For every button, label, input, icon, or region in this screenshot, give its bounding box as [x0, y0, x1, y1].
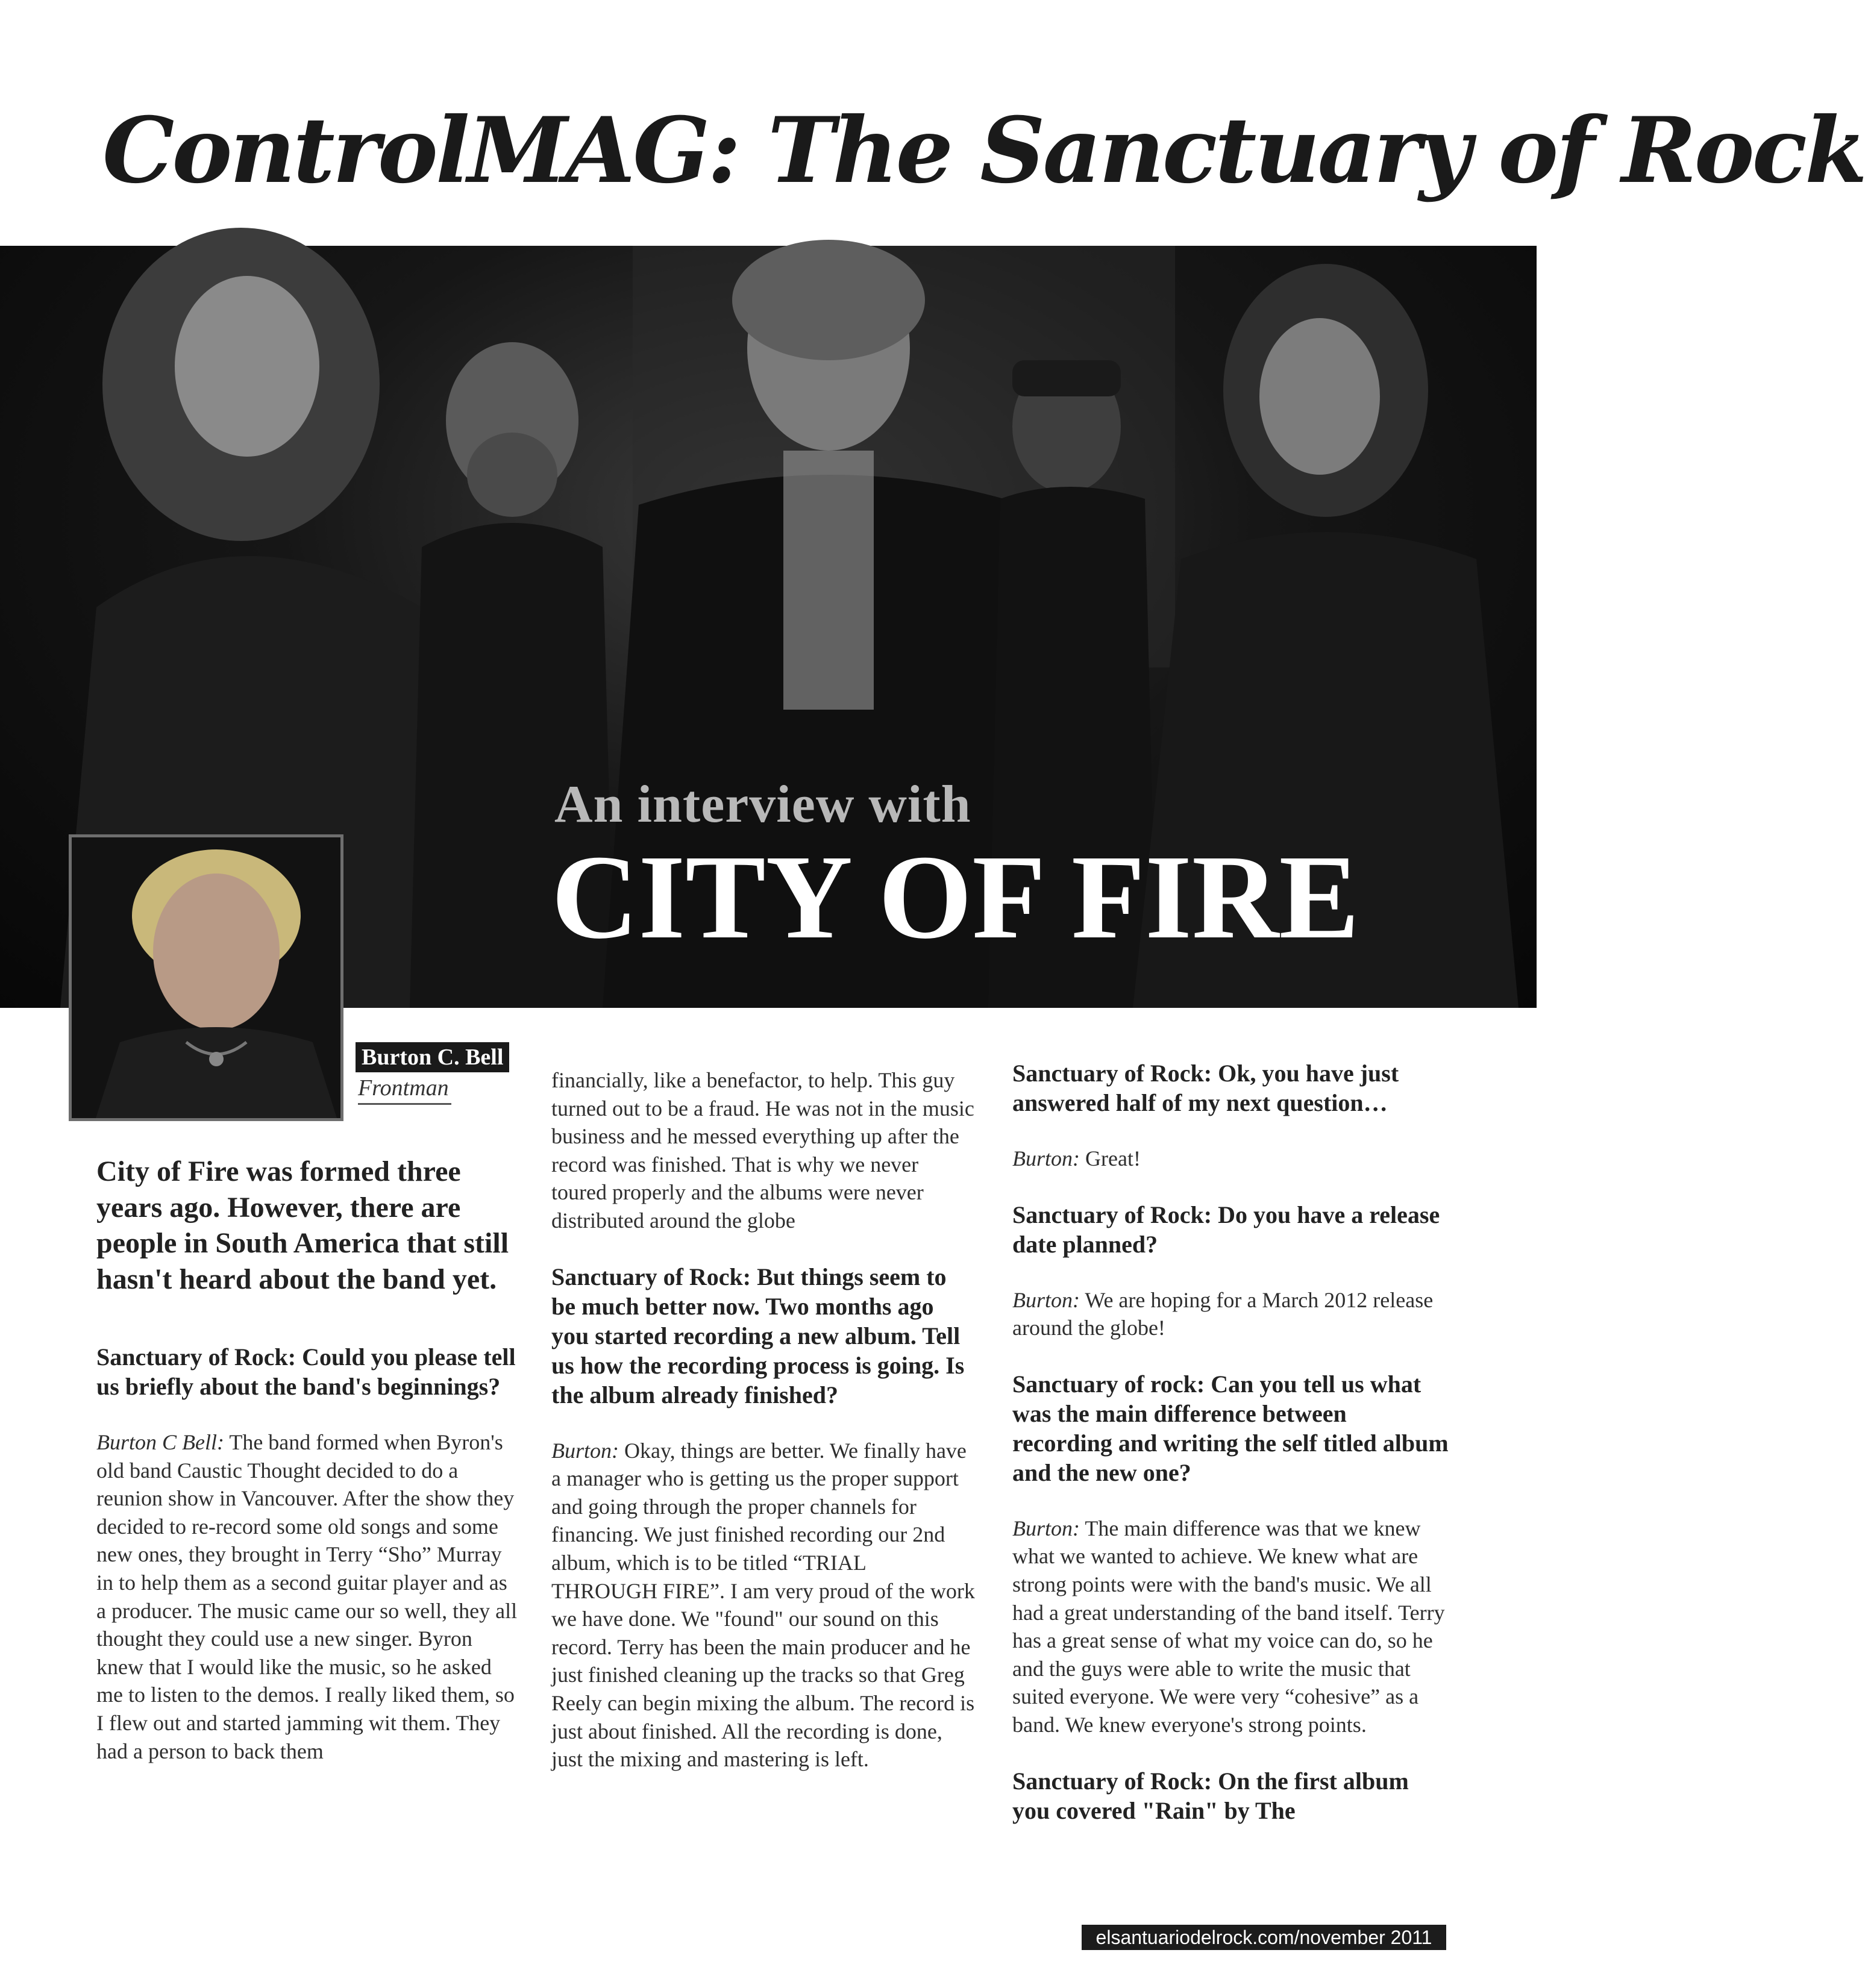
question: Sanctuary of Rock: Ok, you have just answered half of my next question… — [1012, 1060, 1399, 1116]
article-column-2 — [551, 1066, 976, 1801]
answer — [1012, 1514, 1449, 1739]
portrait-caption-name: Burton C. Bell — [356, 1042, 509, 1072]
article-column-3 — [1012, 1058, 1449, 1852]
answer-text: Okay, things are better. We finally have a manager who is getting us the proper support and going through the proper channels for financing. We just finished recording our 2nd album, which is to be titled “TRIAL THROUGH FIRE”. I am very proud of the work we have done. We "found" our sound on this record. Terry has been the main producer and he just finished cleaning up the tracks so that Greg Reely can begin mixing the album. The record is just about finished. All the recording is done, just the mixing and mastering is left. — [551, 1438, 975, 1772]
answer-speaker: Burton C Bell: — [96, 1430, 224, 1454]
article-lead: City of Fire was formed three years ago. However, there are people in South America that still hasn't heard about the band yet. — [96, 1155, 509, 1295]
answer-text: We are hoping for a March 2012 release around the globe! — [1012, 1287, 1434, 1340]
article-column-1 — [96, 1154, 518, 1792]
answer-text: The main difference was that we knew what we wanted to achieve. We knew what are strong points were with the band's music. We all had a great understanding of the band itself. Terry has a great sense of what my voice can do, so he and the guys were able to write the music that suited everyone. We were very “cohesive” as a band. We knew everyone's strong points. — [1012, 1516, 1445, 1737]
answer-speaker: Burton: — [1012, 1287, 1080, 1312]
answer-text: The band formed when Byron's old band Caustic Thought decided to do a reunion show in Vancouver. After the show they decided to re-record some old songs and some new ones, they brought in Terry “Sho” Murray in to help them as a second guitar player and as a producer. The music came our so well, they all thought they could use a new singer. Byron knew that I would like the music, so he asked me to listen to the demos. I really liked them, so I flew out and started jamming wit them. They had a person to back them — [96, 1430, 518, 1763]
question: Sanctuary of Rock: But things seem to be much better now. Two months ago you started recording a new album. Tell us how the recording process is going. Is the album already finished? — [551, 1263, 965, 1408]
question: Sanctuary of Rock: Could you please tell us briefly about the band's beginnings? — [96, 1343, 516, 1400]
answer-continued: financially, like a benefactor, to help. This guy turned out to be a fraud. He was not in the music business and he messed everything up after the record was finished. That is why we never toured properly and the albums were never distributed around the globe — [551, 1068, 974, 1233]
answer-speaker: Burton: — [1012, 1146, 1080, 1171]
question: Sanctuary of rock: Can you tell us what was the main difference between recording and writing the self titled album and the new one? — [1012, 1370, 1449, 1486]
answer — [1012, 1286, 1449, 1342]
answer — [551, 1437, 976, 1774]
footer-url: elsantuariodelrock.com/november 2011 — [1082, 1925, 1446, 1950]
answer — [96, 1428, 518, 1765]
answer — [1012, 1145, 1449, 1173]
portrait-caption-role: Frontman — [358, 1074, 451, 1105]
answer-speaker: Burton: — [551, 1438, 619, 1463]
magazine-masthead: ControlMAG: The Sanctuary of Rock — [102, 98, 1865, 204]
hero-subtitle: An interview with — [554, 775, 971, 834]
answer-speaker: Burton: — [1012, 1516, 1080, 1540]
hero-title: CITY OF FIRE — [551, 831, 1359, 964]
frontman-portrait — [69, 834, 343, 1121]
question: Sanctuary of Rock: On the first album you covered "Rain" by The — [1012, 1767, 1409, 1824]
question: Sanctuary of Rock: Do you have a release date planned? — [1012, 1201, 1440, 1258]
answer-text: Great! — [1080, 1146, 1141, 1171]
portrait-figure — [72, 837, 340, 1118]
